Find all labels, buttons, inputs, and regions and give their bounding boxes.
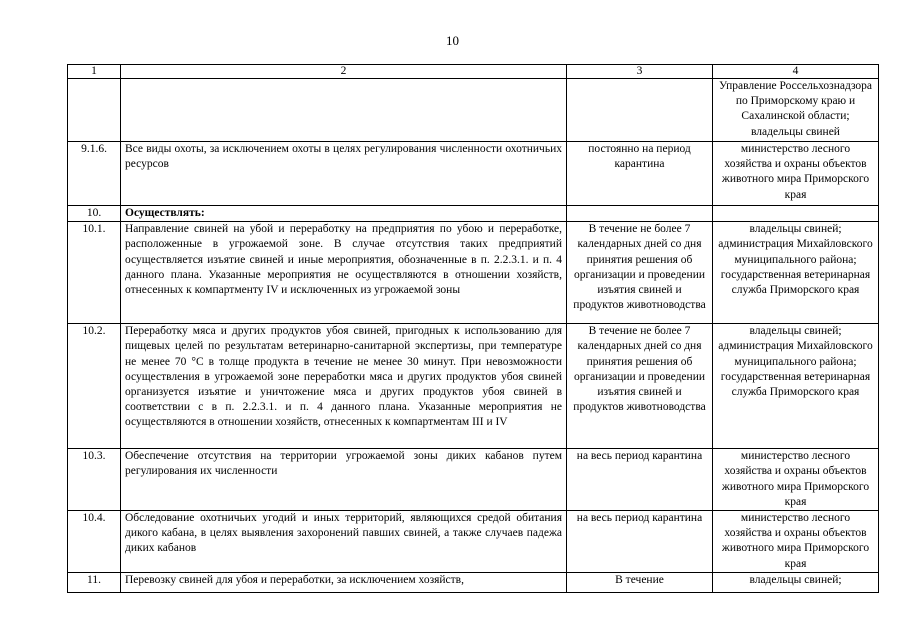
row-number: 10.2. <box>68 324 121 449</box>
table-row <box>68 449 879 511</box>
table-header-row <box>68 65 879 79</box>
row-responsible: владельцы свиней; администрация Михайловского муниципального района; государственная ветеринарная служба Приморского края <box>713 222 879 324</box>
row-term: В течение не более 7 календарных дней со дня принятия решения об организации и проведении изъятия свиней и продуктов животноводства <box>567 222 713 324</box>
row-number: 9.1.6. <box>68 142 121 206</box>
table-row <box>68 206 879 222</box>
row-responsible: министерство лесного хозяйства и охраны объектов животного мира Приморского края <box>713 142 879 206</box>
table-row <box>68 142 879 206</box>
header-cell-2: 2 <box>121 65 567 79</box>
row-term: на весь период карантина <box>567 511 713 573</box>
row-responsible: владельцы свиней; <box>713 572 879 592</box>
row-description: Все виды охоты, за исключением охоты в целях регулирования численности охотничьих ресурсов <box>121 142 567 206</box>
row-term <box>567 79 713 142</box>
row-description: Переработку мяса и других продуктов убоя свиней, пригодных к использованию для пищевых целей по результатам ветеринарно-санитарной экспертизы, при температуре не менее 70 °C в толще продукта в течение не менее 30 минут. При невозможности осуществления в угрожаемой зоне переработки мяса и других продуктов убоя свиней организуется изъятие и уничтожение мяса и других продуктов убоя свиней в соответствии с в п. 2.2.3.1. и п. 4 данного плана. Указанные мероприятия не осуществляются в отношении хозяйств, отнесенных к компартментам III и IV <box>121 324 567 449</box>
row-responsible: министерство лесного хозяйства и охраны объектов животного мира Приморского края <box>713 449 879 511</box>
row-number: 10. <box>68 206 121 222</box>
header-cell-3: 3 <box>567 65 713 79</box>
row-description: Обследование охотничьих угодий и иных территорий, являющихся средой обитания дикого кабана, в целях выявления захоронений павших свиней, а также случаев падежа диких кабанов <box>121 511 567 573</box>
row-number: 10.3. <box>68 449 121 511</box>
row-number <box>68 79 121 142</box>
row-term: на весь период карантина <box>567 449 713 511</box>
row-description <box>121 79 567 142</box>
table-row <box>68 222 879 324</box>
section-heading: Осуществлять: <box>125 207 205 219</box>
row-description <box>121 206 567 222</box>
row-responsible <box>713 206 879 222</box>
table-row <box>68 572 879 592</box>
row-number: 11. <box>68 572 121 592</box>
row-term: В течение <box>567 572 713 592</box>
table-row <box>68 324 879 449</box>
header-cell-4: 4 <box>713 65 879 79</box>
row-term <box>567 206 713 222</box>
row-description: Обеспечение отсутствия на территории угрожаемой зоны диких кабанов путем регулирования их численности <box>121 449 567 511</box>
row-responsible: владельцы свиней; администрация Михайловского муниципального района; государственная ветеринарная служба Приморского края <box>713 324 879 449</box>
row-description: Перевозку свиней для убоя и переработки, за исключением хозяйств, <box>121 572 567 592</box>
page-number: 10 <box>446 33 459 48</box>
row-number: 10.1. <box>68 222 121 324</box>
row-term: постоянно на период карантина <box>567 142 713 206</box>
table-row <box>68 79 879 142</box>
row-number: 10.4. <box>68 511 121 573</box>
header-cell-1: 1 <box>68 65 121 79</box>
row-responsible: министерство лесного хозяйства и охраны объектов животного мира Приморского края <box>713 511 879 573</box>
row-term: В течение не более 7 календарных дней со дня принятия решения об организации и проведении изъятия свиней и продуктов животноводства <box>567 324 713 449</box>
row-responsible: Управление Россельхознадзора по Приморскому краю и Сахалинской области; владельцы свиней <box>713 79 879 142</box>
plan-table <box>67 64 879 593</box>
table-row <box>68 511 879 573</box>
row-description: Направление свиней на убой и переработку на предприятия по убою и переработке, расположенные в угрожаемой зоне. В случае отсутствия таких предприятий осуществляется изъятие свиней и иные мероприятия, обозначенные в п. 2.2.3.1. и п. 4 данного плана. Указанные мероприятия не осуществляются в отношении хозяйств, отнесенных к компартменту IV и исключенных из угрожаемой зоны <box>121 222 567 324</box>
